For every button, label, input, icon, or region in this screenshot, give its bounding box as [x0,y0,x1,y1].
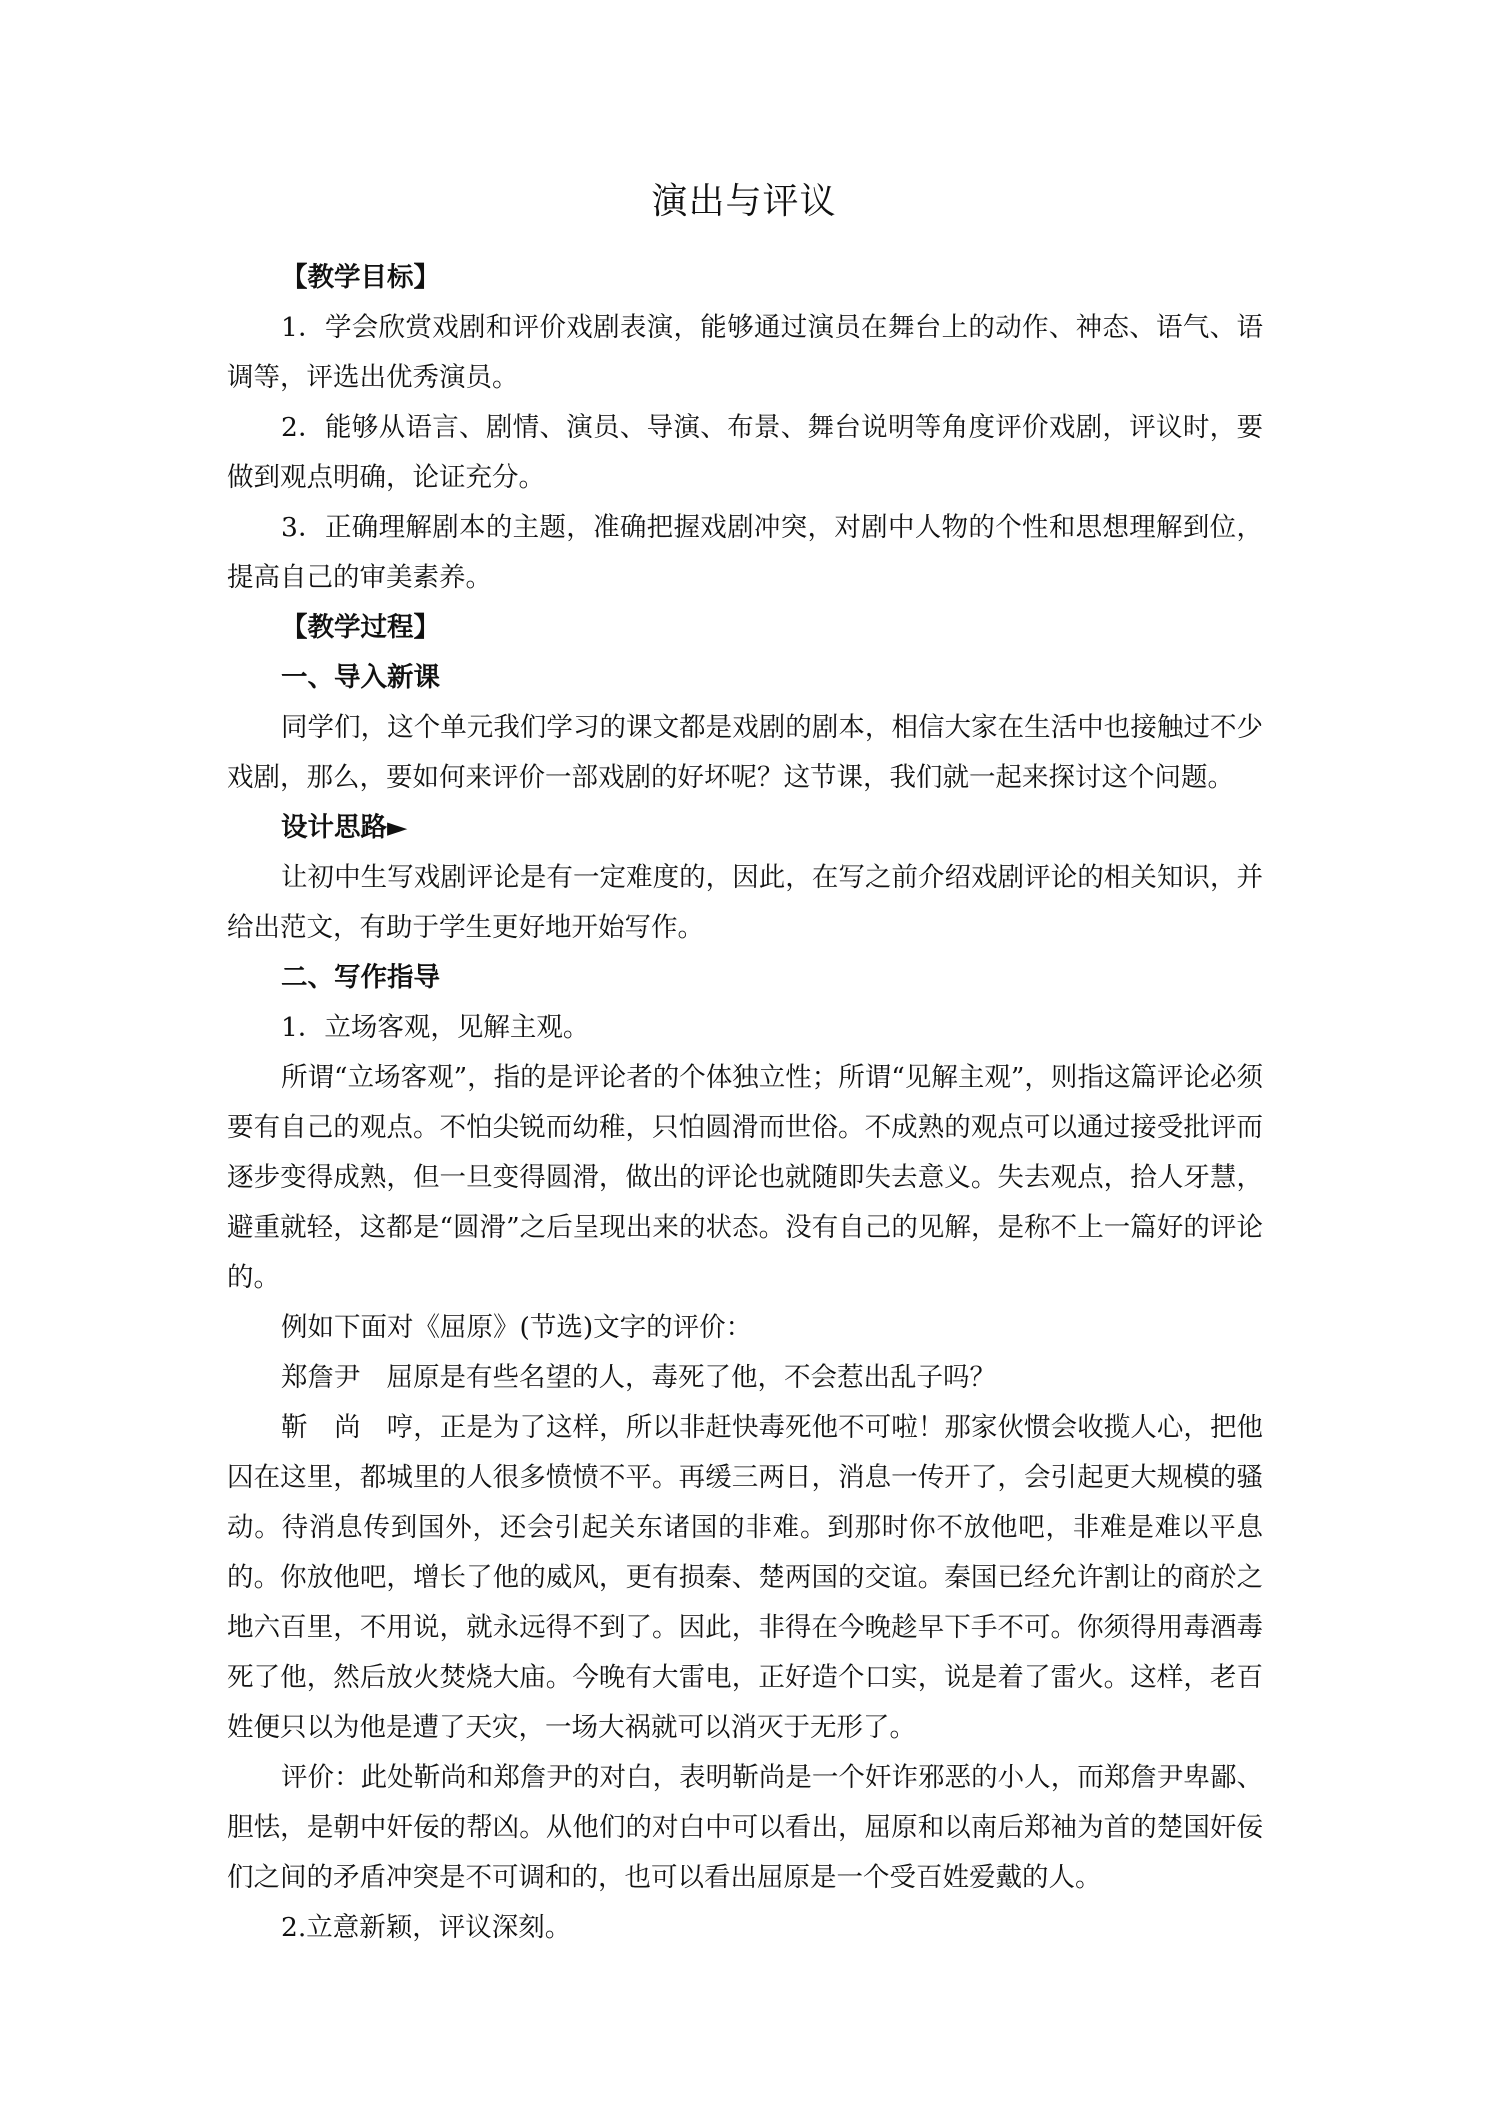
document-body [227,253,1263,1953]
design-heading: 设计思路► [281,812,408,843]
speaker-name: 郑詹尹 [281,1362,361,1393]
goal-item-3: 3．正确理解剧本的主题，准确把握戏剧冲突，对剧中人物的个性和思想理解到位，提高自己的审美素养。 [227,512,1263,593]
example-intro: 例如下面对《屈原》(节选)文字的评价： [281,1312,753,1343]
point1-heading: 1．立场客观，见解主观。 [281,1012,590,1043]
dialogue-line-2 [227,1403,1263,1753]
intro-paragraph: 同学们，这个单元我们学习的课文都是戏剧的剧本，相信大家在生活中也接触过不少戏剧，那么，要如何来评价一部戏剧的好坏呢？这节课，我们就一起来探讨这个问题。 [227,712,1263,793]
speaker-name: 靳 尚 [281,1412,361,1443]
dialogue-line-1 [227,1353,1263,1403]
process-heading: 【教学过程】 [281,612,440,643]
review-paragraph: 评价：此处靳尚和郑詹尹的对白，表明靳尚是一个奸诈邪恶的小人，而郑詹尹卑鄙、胆怯，是朝中奸佞的帮凶。从他们的对白中可以看出，屈原和以南后郑袖为首的楚国奸佞们之间的矛盾冲突是不可调和的，也可以看出屈原是一个受百姓爱戴的人。 [227,1762,1263,1893]
dialogue-text: 哼，正是为了这样，所以非赶快毒死他不可啦！那家伙惯会收揽人心，把他囚在这里，都城里的人很多愤愤不平。再缓三两日，消息一传开了，会引起更大规模的骚动。待消息传到国外，还会引起关东诸国的非难。到那时你不放他吧，非难是难以平息的。你放他吧，增长了他的威风，更有损秦、楚两国的交谊。秦国已经允许割让的商於之地六百里，不用说，就永远得不到了。因此，非得在今晚趁早下手不可。你须得用毒酒毒死了他，然后放火焚烧大庙。今晚有大雷电，正好造个口实，说是着了雷火。这样，老百姓便只以为他是遭了天灾，一场大祸就可以消灭于无形了。 [227,1412,1264,1743]
design-paragraph: 让初中生写戏剧评论是有一定难度的，因此，在写之前介绍戏剧评论的相关知识，并给出范文，有助于学生更好地开始写作。 [227,862,1263,943]
point2-heading: 2.立意新颖，评议深刻。 [281,1912,572,1943]
goal-item-1: 1．学会欣赏戏剧和评价戏剧表演，能够通过演员在舞台上的动作、神态、语气、语调等，评选出优秀演员。 [227,312,1263,393]
point1-paragraph: 所谓“立场客观”，指的是评论者的个体独立性；所谓“见解主观”，则指这篇评论必须要有自己的观点。不怕尖锐而幼稚，只怕圆滑而世俗。不成熟的观点可以通过接受批评而逐步变得成熟，但一旦变得圆滑，做出的评论也就随即失去意义。失去观点，拾人牙慧，避重就轻，这都是“圆滑”之后呈现出来的状态。没有自己的见解，是称不上一篇好的评论的。 [227,1062,1263,1293]
section2-heading: 二、写作指导 [281,962,440,993]
goals-heading: 【教学目标】 [281,262,440,293]
page-title: 演出与评议 [651,181,837,222]
goal-item-2: 2．能够从语言、剧情、演员、导演、布景、舞台说明等角度评价戏剧，评议时，要做到观点明确，论证充分。 [227,412,1263,493]
dialogue-text: 屈原是有些名望的人，毒死了他，不会惹出乱子吗？ [386,1362,996,1393]
section1-heading: 一、导入新课 [281,662,440,693]
